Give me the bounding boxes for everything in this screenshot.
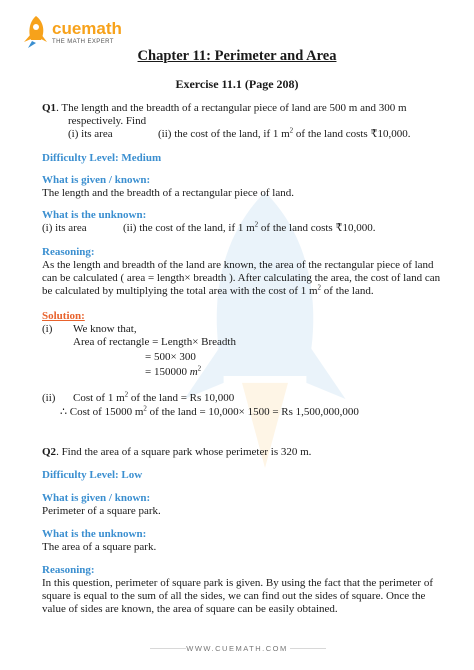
brand-tagline: THE MATH EXPERT bbox=[52, 38, 114, 45]
q1-sol-ii-line2: ∴ Cost of 15000 $m^2$ of the land = 10,000× 1500 = Rs 1,500,000,000 bbox=[60, 404, 359, 418]
q2-reasoning-heading: Reasoning: bbox=[42, 564, 95, 576]
q1-sol-i-line4: = 150000 $m^2$ bbox=[145, 364, 202, 378]
q1-sol-i-line3: = 500× 300 bbox=[145, 351, 196, 363]
q1-sol-i-line1: We know that, bbox=[73, 323, 137, 335]
q1-unknown-heading: What is the unknown: bbox=[42, 209, 147, 221]
q1-given-heading: What is given / known: bbox=[42, 174, 151, 186]
q2-label: Q2 bbox=[42, 446, 57, 458]
q2-unknown-text: The area of a square park. bbox=[42, 541, 157, 553]
q2-unknown-heading: What is the unknown: bbox=[42, 528, 147, 540]
q2-reasoning-line3: value of sides are known, the area of square can be easily obtained. bbox=[42, 603, 338, 615]
q2-difficulty: Difficulty Level: Low bbox=[42, 469, 143, 481]
q1-sol-ii-label: (ii) bbox=[42, 392, 56, 404]
footer-divider-right bbox=[290, 648, 326, 649]
q1-unknown-ii: (ii) the cost of the land, if 1 $m^2$ of the land costs ₹10,000. bbox=[123, 220, 376, 234]
q1-sol-ii-line1: Cost of 1 $m^2$ of the land = Rs 10,000 bbox=[73, 390, 235, 404]
exercise-title: Exercise 11.1 (Page 208) bbox=[175, 77, 299, 91]
q1-part-i: (i) its area bbox=[68, 128, 113, 140]
q1-sol-i-label: (i) bbox=[42, 323, 53, 335]
q1-reasoning-line1: As the length and breadth of the land are known, the area of the rectangular piece of land bbox=[42, 259, 434, 271]
q1-difficulty: Difficulty Level: Medium bbox=[42, 152, 162, 164]
q1-reasoning-line2: can be calculated ( area = length× breadth ). After calculating the area, the cost of land can bbox=[42, 272, 441, 284]
q1-given-text: The length and the breadth of a rectangular piece of land. bbox=[42, 187, 294, 199]
brand-logo[interactable] bbox=[20, 14, 122, 50]
brand-name: cuemath bbox=[52, 18, 122, 38]
q1-statement-line2: respectively. Find bbox=[68, 115, 147, 127]
footer-url[interactable]: WWW.CUEMATH.COM bbox=[186, 644, 288, 653]
q1-reasoning-line3: be calculated by multiplying the total area with the cost of 1 $m^2$ of the land. bbox=[42, 283, 374, 297]
rocket-logo-icon bbox=[20, 14, 48, 50]
q2-reasoning-line2: square is equal to the sum of all the sides, we can find out the sides of square. Once the bbox=[42, 590, 426, 602]
q1-sol-i-line2: Area of rectangle = Length× Breadth bbox=[73, 336, 236, 348]
q1-unknown-i: (i) its area bbox=[42, 222, 87, 234]
q1-reasoning-heading: Reasoning: bbox=[42, 246, 95, 258]
q1-statement-line1: Q1. The length and the breadth of a rectangular piece of land are 500 m and 300 m bbox=[42, 102, 407, 114]
chapter-title: Chapter 11: Perimeter and Area bbox=[137, 48, 337, 64]
q2-given-text: Perimeter of a square park. bbox=[42, 505, 161, 517]
q2-statement: Q2. Find the area of a square park whose perimeter is 320 m. bbox=[42, 446, 312, 458]
q1-label: Q1 bbox=[42, 102, 57, 114]
q1-solution-heading: Solution: bbox=[42, 310, 85, 322]
q2-reasoning-line1: In this question, perimeter of square park is given. By using the fact that the perimeter of bbox=[42, 577, 433, 589]
q2-given-heading: What is given / known: bbox=[42, 492, 151, 504]
q1-part-ii: (ii) the cost of the land, if 1 $m^2$ of the land costs ₹10,000. bbox=[158, 126, 411, 140]
